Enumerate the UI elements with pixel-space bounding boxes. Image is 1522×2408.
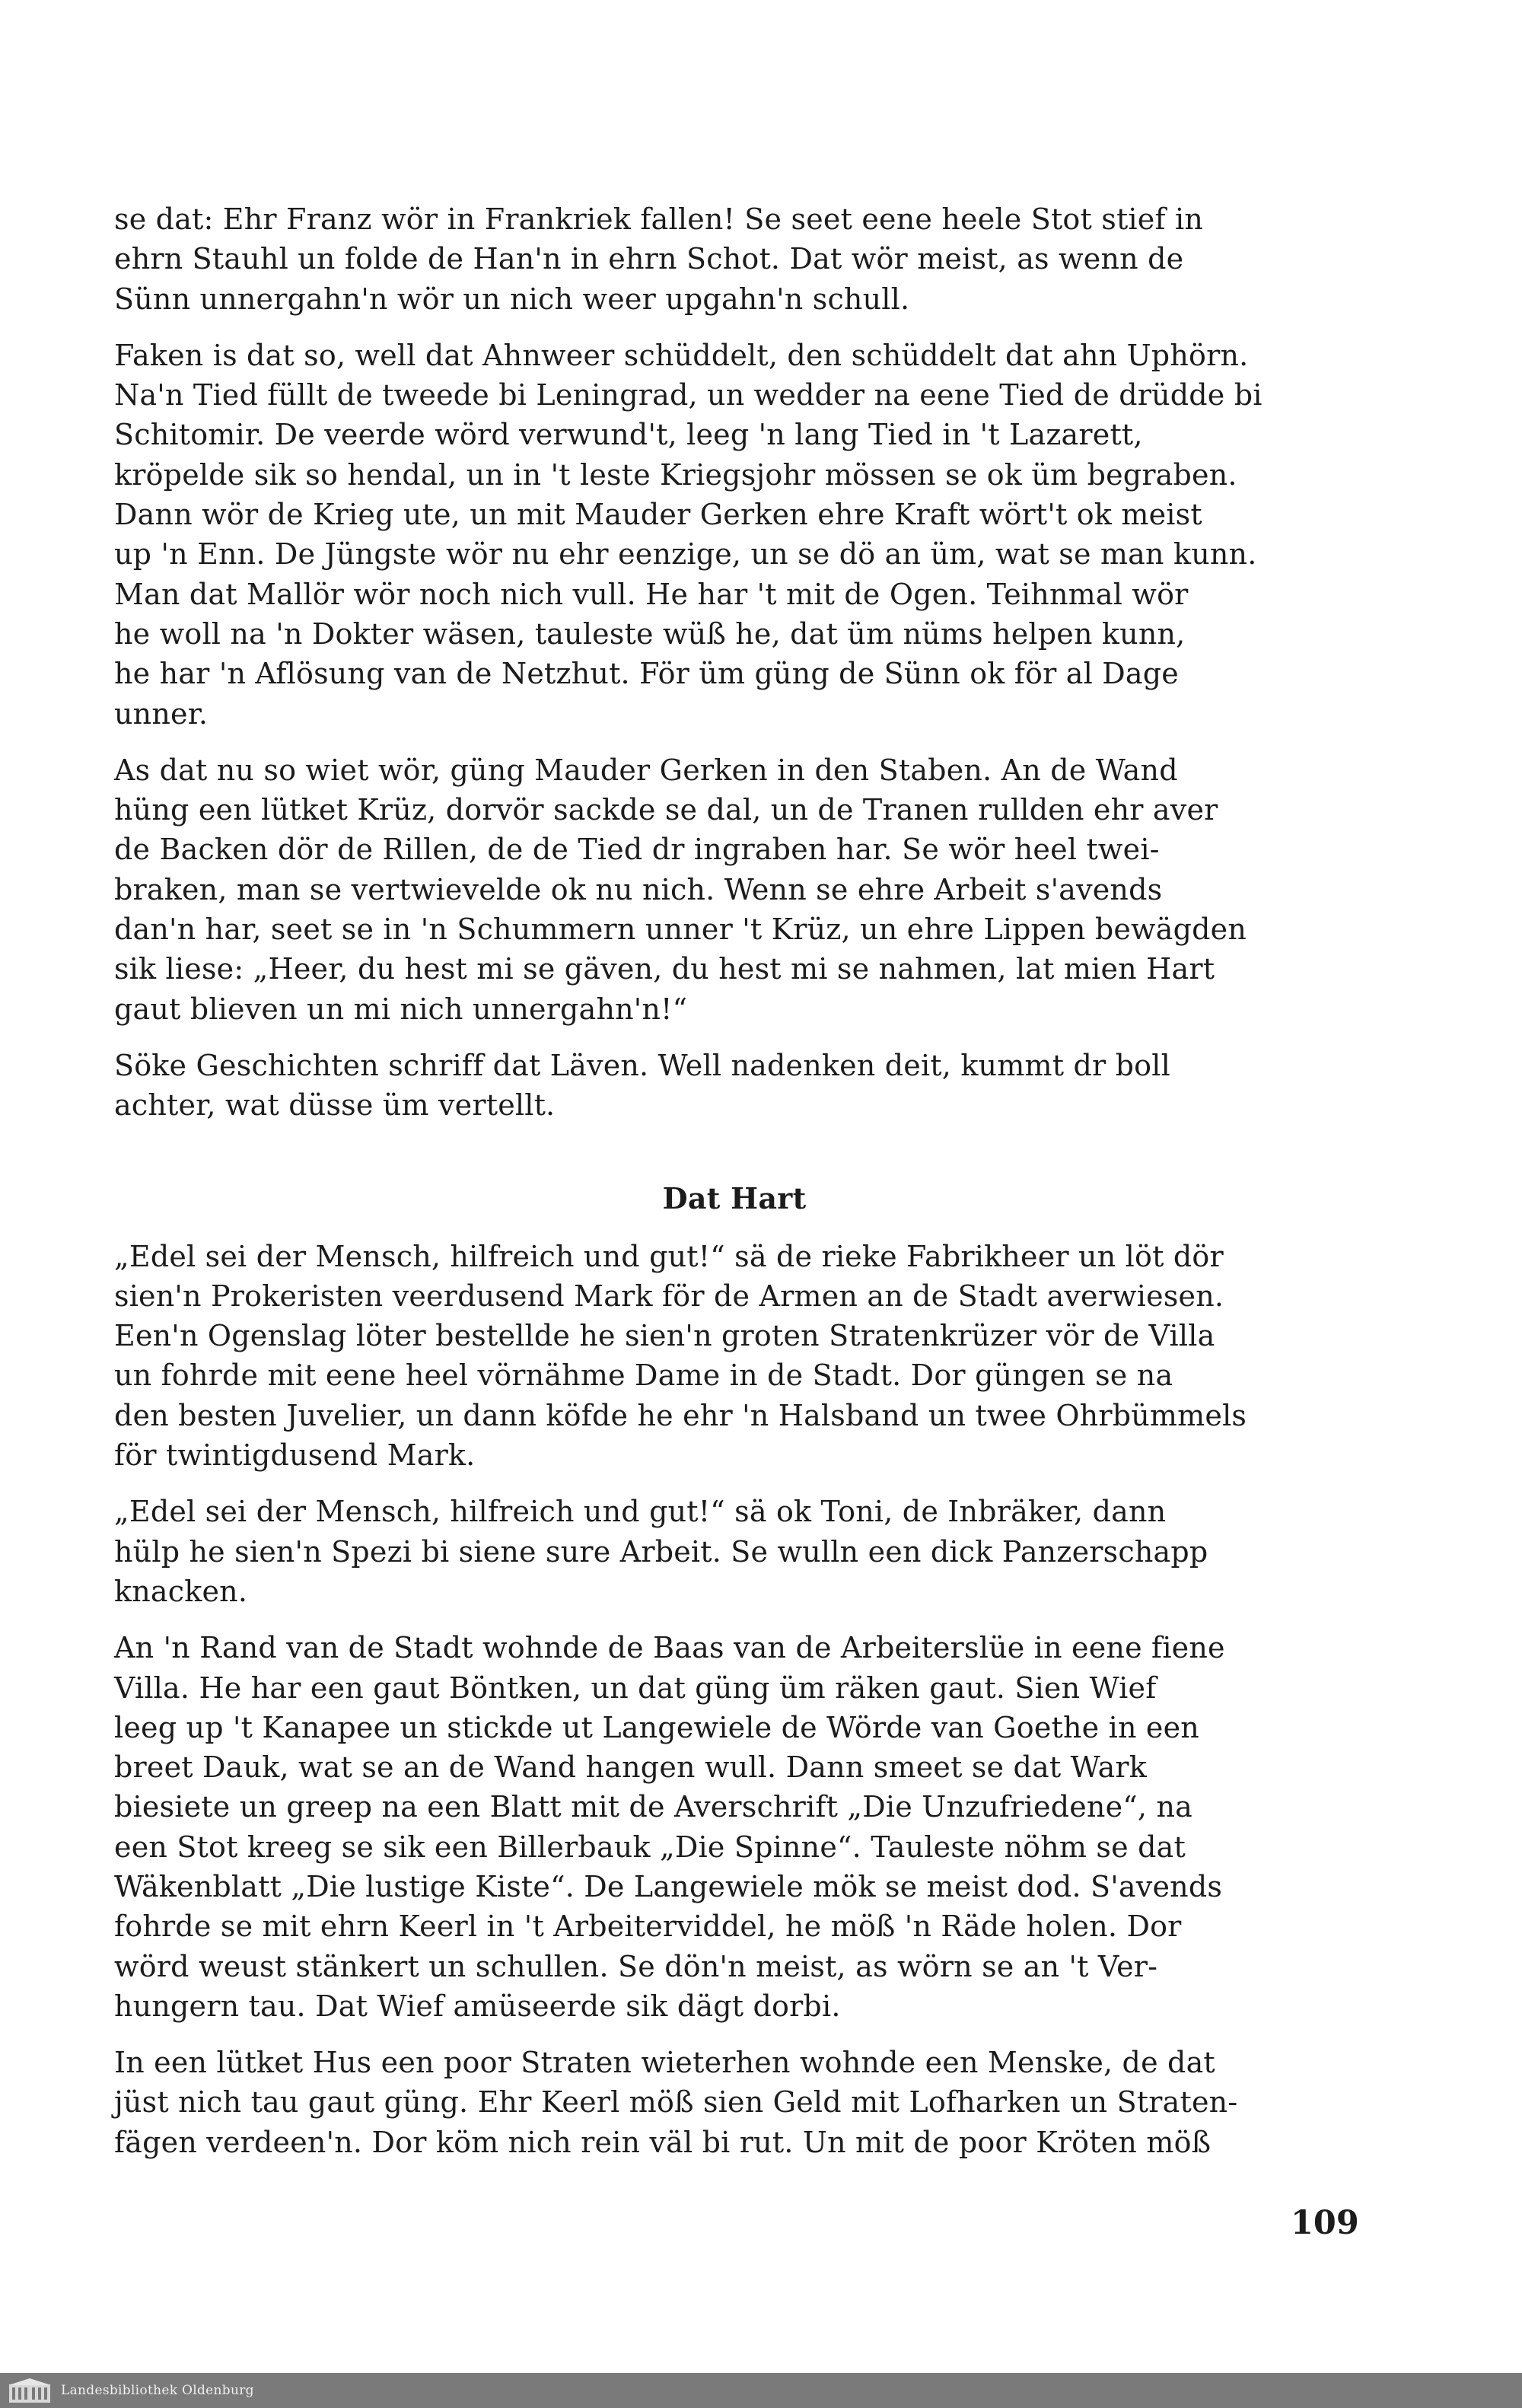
paragraph-7: An 'n Rand van de Stadt wohnde de Baas van de Arbeiterslüe in eene fiene Villa. He har een gaut Böntken, un dat güng üm räken gaut. Sien Wief leeg up 't Kanapee un stickde ut Langewiele de Wörde van Goethe in een breet Dauk, wat se an de Wand hangen wull. Dann smeet se dat Wark biesiete un greep na een Blatt mit de Averschrift „Die Unzufriedene“, na een Stot kreeg se sik een Billerbauk „Die Spinne“. Tauleste nöhm se dat Wäkenblatt „Die lustige Kiste“. De Langewiele mök se meist dod. S'avends fohrde se mit ehrn Keerl in 't Arbeiterviddel, he möß 'n Räde holen. Dor wörd weust stänkert un schullen. Se dön'n meist, as wörn se an 't Ver- hungern tau. Dat Wief amüseerde sik dägt dorbi. [114, 1631, 1225, 2023]
paragraph-6: „Edel sei der Mensch, hilfreich und gut!“ sä ok Toni, de Inbräker, dann hülp he sien'n Spezi bi siene sure Arbeit. Se wulln een dick Panzerschapp knacken. [114, 1495, 1208, 1608]
section-heading: Dat Hart [662, 1180, 807, 1215]
paragraph-8: In een lütket Hus een poor Straten wieterhen wohnde een Menske, de dat jüst nich tau gaut güng. Ehr Keerl möß sien Geld mit Lofharken un Straten- fägen verdeen'n. Dor köm nich rein väl bi rut. Un mit de poor Kröten möß [114, 2046, 1238, 2159]
library-building-icon [8, 2377, 52, 2404]
footer-label: Landesbibliothek Oldenburg [61, 2383, 254, 2398]
page-number: 109 [1291, 2204, 1359, 2242]
page-body [114, 199, 1355, 2162]
paragraph-3: As dat nu so wiet wör, güng Mauder Gerken in den Staben. An de Wand hüng een lütket Krüz, dorvör sackde se dal, un de Tranen rullden ehr aver de Backen dör de Rillen, de de Tied dr ingraben har. Se wör heel twei- braken, man se vertwievelde ok nu nich. Wenn se ehre Arbeit s'avends dan'n har, seet se in 'n Schummern unner 't Krüz, un ehre Lippen bewägden sik liese: „Heer, du hest mi se gäven, du hest mi se nahmen, lat mien Hart gaut blieven un mi nich unnergahn'n!“ [114, 753, 1247, 1026]
paragraph-5: „Edel sei der Mensch, hilfreich und gut!“ sä de rieke Fabrikheer un löt dör sien'n Prokeristen veerdusend Mark för de Armen an de Stadt averwiesen. Een'n Ogenslag löter bestellde he sien'n groten Stratenkrüzer vör de Villa un fohrde mit eene heel vörnähme Dame in de Stadt. Dor güngen se na den besten Juvelier, un dann köfde he ehr 'n Halsband un twee Ohrbümmels för twintigdusend Mark. [114, 1239, 1247, 1473]
paragraph-1: se dat: Ehr Franz wör in Frankriek fallen! Se seet eene heele Stot stief in ehrn Stauhl un folde de Han'n in ehrn Schot. Dat wör meist, as wenn de Sünn unnergahn'n wör un nich weer upgahn'n schull. [114, 202, 1204, 316]
paragraph-2: Faken is dat so, well dat Ahnweer schüddelt, den schüddelt dat ahn Uphörn. Na'n Tied füllt de tweede bi Leningrad, un wedder na eene Tied de drüdde bi Schitomir. De veerde wörd verwund't, leeg 'n lang Tied in 't Lazarett, kröpelde sik so hendal, un in 't leste Kriegsjohr mössen se ok üm begraben. Dann wör de Krieg ute, un mit Mauder Gerken ehre Kraft wört't ok meist up 'n Enn. De Jüngste wör nu ehr eenzige, un se dö an üm, wat se man kunn. Man dat Mallör wör noch nich vull. He har 't mit de Ogen. Teihnmal wör he woll na 'n Dokter wäsen, tauleste wüß he, dat üm nüms helpen kunn, he har 'n Aflösung van de Netzhut. För üm güng de Sünn ok för al Dage unner. [114, 338, 1262, 731]
footer-bar [0, 2373, 1522, 2408]
paragraph-4: Söke Geschichten schriff dat Läven. Well nadenken deit, kummt dr boll achter, wat düsse üm vertellt. [114, 1048, 1170, 1123]
